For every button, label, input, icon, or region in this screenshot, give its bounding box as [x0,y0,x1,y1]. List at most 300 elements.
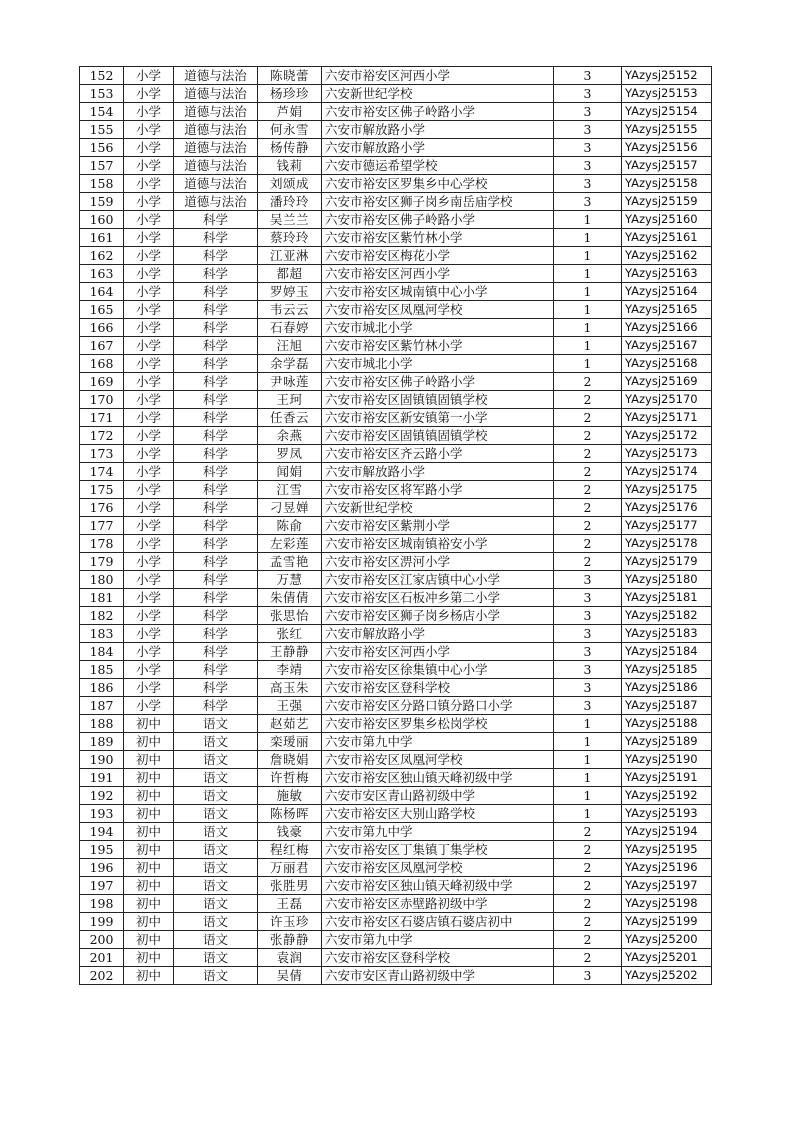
row-number-cell: 194 [80,823,124,841]
school-name-cell: 六安市裕安区独山镇天峰初级中学 [322,877,554,895]
table-body [80,67,712,985]
row-number-cell: 188 [80,715,124,733]
grade-level-cell: 3 [554,175,622,193]
certificate-code-cell: YAzysj25193 [622,805,712,823]
certificate-code-cell: YAzysj25199 [622,913,712,931]
school-stage-cell: 初中 [124,931,174,949]
subject-cell: 科学 [174,355,258,373]
teacher-name-cell: 陈俞 [258,517,322,535]
school-stage-cell: 小学 [124,67,174,85]
table-row [80,157,712,175]
certificate-code-cell: YAzysj25186 [622,679,712,697]
subject-cell: 道德与法治 [174,193,258,211]
certificate-code-cell: YAzysj25177 [622,517,712,535]
school-name-cell: 六安市裕安区徐集镇中心小学 [322,661,554,679]
table-row [80,931,712,949]
subject-cell: 语文 [174,949,258,967]
grade-level-cell: 2 [554,373,622,391]
subject-cell: 科学 [174,607,258,625]
teacher-name-cell: 刁昱婵 [258,499,322,517]
certificate-code-cell: YAzysj25181 [622,589,712,607]
certificate-code-cell: YAzysj25154 [622,103,712,121]
teacher-name-cell: 刘颂成 [258,175,322,193]
certificate-code-cell: YAzysj25164 [622,283,712,301]
school-name-cell: 六安市裕安区独山镇天峰初级中学 [322,769,554,787]
grade-level-cell: 1 [554,787,622,805]
certificate-code-cell: YAzysj25166 [622,319,712,337]
table-row [80,229,712,247]
teacher-name-cell: 闻娟 [258,463,322,481]
subject-cell: 科学 [174,373,258,391]
grade-level-cell: 3 [554,193,622,211]
subject-cell: 道德与法治 [174,121,258,139]
row-number-cell: 163 [80,265,124,283]
row-number-cell: 191 [80,769,124,787]
grade-level-cell: 3 [554,157,622,175]
teacher-name-cell: 王珂 [258,391,322,409]
table-row [80,391,712,409]
row-number-cell: 173 [80,445,124,463]
school-stage-cell: 初中 [124,787,174,805]
grade-level-cell: 2 [554,877,622,895]
row-number-cell: 202 [80,967,124,985]
school-name-cell: 六安市裕安区石婆店镇石婆店初中 [322,913,554,931]
subject-cell: 语文 [174,967,258,985]
row-number-cell: 169 [80,373,124,391]
table-row [80,823,712,841]
subject-cell: 科学 [174,679,258,697]
grade-level-cell: 1 [554,247,622,265]
certificate-code-cell: YAzysj25171 [622,409,712,427]
school-stage-cell: 小学 [124,463,174,481]
grade-level-cell: 3 [554,607,622,625]
subject-cell: 科学 [174,535,258,553]
row-number-cell: 172 [80,427,124,445]
school-name-cell: 六安市第九中学 [322,931,554,949]
grade-level-cell: 3 [554,625,622,643]
school-stage-cell: 小学 [124,517,174,535]
school-name-cell: 六安市安区青山路初级中学 [322,967,554,985]
certificate-code-cell: YAzysj25176 [622,499,712,517]
row-number-cell: 192 [80,787,124,805]
subject-cell: 科学 [174,625,258,643]
grade-level-cell: 2 [554,445,622,463]
teacher-name-cell: 杨珍珍 [258,85,322,103]
school-name-cell: 六安市裕安区新安镇第一小学 [322,409,554,427]
row-number-cell: 195 [80,841,124,859]
school-name-cell: 六安市裕安区罗集乡中心学校 [322,175,554,193]
school-stage-cell: 初中 [124,841,174,859]
grade-level-cell: 3 [554,103,622,121]
certificate-code-cell: YAzysj25182 [622,607,712,625]
subject-cell: 语文 [174,715,258,733]
teacher-name-cell: 万丽君 [258,859,322,877]
school-stage-cell: 小学 [124,589,174,607]
subject-cell: 语文 [174,787,258,805]
table-row [80,679,712,697]
table-row [80,247,712,265]
grade-level-cell: 2 [554,949,622,967]
teacher-name-cell: 张红 [258,625,322,643]
grade-level-cell: 1 [554,301,622,319]
school-name-cell: 六安市裕安区河西小学 [322,265,554,283]
school-stage-cell: 小学 [124,301,174,319]
subject-cell: 科学 [174,283,258,301]
school-stage-cell: 小学 [124,499,174,517]
grade-level-cell: 2 [554,391,622,409]
certificate-code-cell: YAzysj25189 [622,733,712,751]
table-row [80,445,712,463]
table-row [80,409,712,427]
grade-level-cell: 1 [554,229,622,247]
teacher-name-cell: 余燕 [258,427,322,445]
school-name-cell: 六安市裕安区紫荆小学 [322,517,554,535]
school-stage-cell: 小学 [124,661,174,679]
certificate-code-cell: YAzysj25200 [622,931,712,949]
subject-cell: 科学 [174,301,258,319]
grade-level-cell: 2 [554,913,622,931]
school-name-cell: 六安市裕安区石板冲乡第二小学 [322,589,554,607]
teacher-name-cell: 赵茹艺 [258,715,322,733]
grade-level-cell: 2 [554,859,622,877]
row-number-cell: 171 [80,409,124,427]
subject-cell: 科学 [174,571,258,589]
table-row [80,301,712,319]
school-name-cell: 六安市解放路小学 [322,463,554,481]
teacher-name-cell: 余学磊 [258,355,322,373]
subject-cell: 科学 [174,427,258,445]
school-name-cell: 六安市裕安区丁集镇丁集学校 [322,841,554,859]
school-stage-cell: 小学 [124,607,174,625]
teacher-name-cell: 汪旭 [258,337,322,355]
school-name-cell: 六安市第九中学 [322,733,554,751]
school-stage-cell: 小学 [124,625,174,643]
grade-level-cell: 1 [554,265,622,283]
grade-level-cell: 3 [554,139,622,157]
certificate-code-cell: YAzysj25202 [622,967,712,985]
school-name-cell: 六安市裕安区狮子岗乡杨店小学 [322,607,554,625]
subject-cell: 科学 [174,517,258,535]
row-number-cell: 161 [80,229,124,247]
table-row [80,283,712,301]
grade-level-cell: 2 [554,823,622,841]
table-row [80,877,712,895]
teacher-name-cell: 罗凤 [258,445,322,463]
row-number-cell: 159 [80,193,124,211]
table-row [80,661,712,679]
school-stage-cell: 小学 [124,409,174,427]
certificate-code-cell: YAzysj25158 [622,175,712,193]
school-stage-cell: 初中 [124,751,174,769]
teacher-name-cell: 尹咏莲 [258,373,322,391]
subject-cell: 科学 [174,463,258,481]
school-stage-cell: 小学 [124,391,174,409]
row-number-cell: 158 [80,175,124,193]
school-stage-cell: 小学 [124,427,174,445]
table-row [80,67,712,85]
school-stage-cell: 小学 [124,643,174,661]
grade-level-cell: 3 [554,643,622,661]
certificate-code-cell: YAzysj25159 [622,193,712,211]
teacher-name-cell: 朱倩倩 [258,589,322,607]
row-number-cell: 156 [80,139,124,157]
table-row [80,733,712,751]
teacher-name-cell: 何永雪 [258,121,322,139]
certificate-code-cell: YAzysj25184 [622,643,712,661]
certificate-code-cell: YAzysj25192 [622,787,712,805]
table-row [80,625,712,643]
subject-cell: 语文 [174,877,258,895]
school-stage-cell: 小学 [124,319,174,337]
subject-cell: 道德与法治 [174,157,258,175]
table-row [80,913,712,931]
school-stage-cell: 初中 [124,715,174,733]
grade-level-cell: 1 [554,283,622,301]
table-row [80,553,712,571]
certificate-code-cell: YAzysj25165 [622,301,712,319]
row-number-cell: 168 [80,355,124,373]
row-number-cell: 174 [80,463,124,481]
school-name-cell: 六安市裕安区紫竹林小学 [322,229,554,247]
certificate-code-cell: YAzysj25178 [622,535,712,553]
table-row [80,697,712,715]
row-number-cell: 182 [80,607,124,625]
certificate-code-cell: YAzysj25194 [622,823,712,841]
teacher-name-cell: 都超 [258,265,322,283]
grade-level-cell: 1 [554,319,622,337]
teacher-name-cell: 杨传静 [258,139,322,157]
row-number-cell: 181 [80,589,124,607]
subject-cell: 科学 [174,319,258,337]
grade-level-cell: 3 [554,121,622,139]
school-stage-cell: 初中 [124,877,174,895]
teacher-name-cell: 张思怡 [258,607,322,625]
row-number-cell: 200 [80,931,124,949]
certificate-code-cell: YAzysj25196 [622,859,712,877]
school-name-cell: 六安市裕安区赤壁路初级中学 [322,895,554,913]
table-row [80,355,712,373]
table-row [80,121,712,139]
table-row [80,949,712,967]
row-number-cell: 196 [80,859,124,877]
school-name-cell: 六安市裕安区佛子岭路小学 [322,103,554,121]
row-number-cell: 199 [80,913,124,931]
certificate-code-cell: YAzysj25174 [622,463,712,481]
table-row [80,517,712,535]
teacher-name-cell: 钱豪 [258,823,322,841]
subject-cell: 科学 [174,409,258,427]
grade-level-cell: 1 [554,751,622,769]
subject-cell: 科学 [174,697,258,715]
subject-cell: 科学 [174,481,258,499]
school-name-cell: 六安市裕安区紫竹林小学 [322,337,554,355]
school-name-cell: 六安市解放路小学 [322,121,554,139]
table-row [80,337,712,355]
school-stage-cell: 小学 [124,85,174,103]
row-number-cell: 184 [80,643,124,661]
school-stage-cell: 初中 [124,823,174,841]
subject-cell: 科学 [174,661,258,679]
grade-level-cell: 1 [554,355,622,373]
certificate-code-cell: YAzysj25191 [622,769,712,787]
grade-level-cell: 2 [554,517,622,535]
row-number-cell: 164 [80,283,124,301]
grade-level-cell: 2 [554,499,622,517]
row-number-cell: 180 [80,571,124,589]
table-row [80,85,712,103]
certificate-code-cell: YAzysj25185 [622,661,712,679]
row-number-cell: 165 [80,301,124,319]
school-stage-cell: 小学 [124,535,174,553]
certificate-code-cell: YAzysj25169 [622,373,712,391]
row-number-cell: 187 [80,697,124,715]
teacher-name-cell: 任香云 [258,409,322,427]
table-row [80,751,712,769]
school-stage-cell: 小学 [124,121,174,139]
school-stage-cell: 小学 [124,265,174,283]
row-number-cell: 160 [80,211,124,229]
school-stage-cell: 小学 [124,571,174,589]
subject-cell: 科学 [174,391,258,409]
school-name-cell: 六安市裕安区将军路小学 [322,481,554,499]
grade-level-cell: 2 [554,841,622,859]
school-stage-cell: 小学 [124,139,174,157]
grade-level-cell: 3 [554,589,622,607]
school-name-cell: 六安市裕安区登科学校 [322,949,554,967]
grade-level-cell: 1 [554,337,622,355]
table-row [80,571,712,589]
teacher-name-cell: 詹晓娟 [258,751,322,769]
school-name-cell: 六安市裕安区凤凰河学校 [322,301,554,319]
subject-cell: 科学 [174,247,258,265]
row-number-cell: 166 [80,319,124,337]
teacher-name-cell: 施敏 [258,787,322,805]
table-row [80,193,712,211]
subject-cell: 语文 [174,805,258,823]
certificate-code-cell: YAzysj25195 [622,841,712,859]
table-row [80,841,712,859]
row-number-cell: 185 [80,661,124,679]
subject-cell: 科学 [174,553,258,571]
row-number-cell: 193 [80,805,124,823]
grade-level-cell: 2 [554,931,622,949]
subject-cell: 科学 [174,229,258,247]
grade-level-cell: 3 [554,967,622,985]
school-stage-cell: 初中 [124,913,174,931]
table-row [80,535,712,553]
row-number-cell: 152 [80,67,124,85]
grade-level-cell: 3 [554,85,622,103]
teacher-name-cell: 芦娟 [258,103,322,121]
row-number-cell: 153 [80,85,124,103]
school-name-cell: 六安市裕安区齐云路小学 [322,445,554,463]
certificate-code-cell: YAzysj25152 [622,67,712,85]
school-name-cell: 六安市解放路小学 [322,625,554,643]
teacher-name-cell: 万慧 [258,571,322,589]
school-stage-cell: 小学 [124,175,174,193]
grade-level-cell: 2 [554,553,622,571]
table-row [80,427,712,445]
school-name-cell: 六安市裕安区城南镇裕安小学 [322,535,554,553]
grade-level-cell: 1 [554,715,622,733]
table-row [80,211,712,229]
subject-cell: 科学 [174,211,258,229]
certificate-code-cell: YAzysj25155 [622,121,712,139]
grade-level-cell: 2 [554,409,622,427]
subject-cell: 科学 [174,499,258,517]
teacher-name-cell: 钱莉 [258,157,322,175]
grade-level-cell: 1 [554,769,622,787]
subject-cell: 语文 [174,913,258,931]
grade-level-cell: 3 [554,571,622,589]
subject-cell: 道德与法治 [174,85,258,103]
school-stage-cell: 小学 [124,103,174,121]
school-name-cell: 六安市裕安区登科学校 [322,679,554,697]
school-name-cell: 六安市城北小学 [322,319,554,337]
school-stage-cell: 小学 [124,481,174,499]
row-number-cell: 178 [80,535,124,553]
row-number-cell: 183 [80,625,124,643]
row-number-cell: 201 [80,949,124,967]
school-stage-cell: 初中 [124,967,174,985]
school-stage-cell: 小学 [124,283,174,301]
row-number-cell: 197 [80,877,124,895]
school-name-cell: 六安市裕安区河西小学 [322,643,554,661]
subject-cell: 语文 [174,733,258,751]
subject-cell: 科学 [174,445,258,463]
school-name-cell: 六安市裕安区佛子岭路小学 [322,211,554,229]
teacher-name-cell: 吴兰兰 [258,211,322,229]
teacher-name-cell: 袁润 [258,949,322,967]
certificate-code-cell: YAzysj25170 [622,391,712,409]
table-row [80,265,712,283]
school-stage-cell: 小学 [124,679,174,697]
school-stage-cell: 小学 [124,553,174,571]
subject-cell: 语文 [174,895,258,913]
grade-level-cell: 1 [554,733,622,751]
certificate-code-cell: YAzysj25198 [622,895,712,913]
subject-cell: 道德与法治 [174,103,258,121]
teacher-name-cell: 江亚淋 [258,247,322,265]
certificate-code-cell: YAzysj25183 [622,625,712,643]
teacher-name-cell: 张胜男 [258,877,322,895]
school-stage-cell: 初中 [124,805,174,823]
school-stage-cell: 小学 [124,157,174,175]
teacher-name-cell: 李靖 [258,661,322,679]
teacher-name-cell: 王静静 [258,643,322,661]
teacher-name-cell: 吴倩 [258,967,322,985]
school-name-cell: 六安市城北小学 [322,355,554,373]
subject-cell: 语文 [174,751,258,769]
teacher-name-cell: 孟雪艳 [258,553,322,571]
certificate-code-cell: YAzysj25156 [622,139,712,157]
table-row [80,967,712,985]
grade-level-cell: 2 [554,895,622,913]
row-number-cell: 179 [80,553,124,571]
subject-cell: 语文 [174,841,258,859]
school-name-cell: 六安市裕安区固镇镇固镇学校 [322,427,554,445]
school-stage-cell: 初中 [124,769,174,787]
table-row [80,373,712,391]
certificate-code-cell: YAzysj25160 [622,211,712,229]
grade-level-cell: 3 [554,679,622,697]
table-row [80,787,712,805]
school-stage-cell: 初中 [124,859,174,877]
table-row [80,319,712,337]
table-row [80,499,712,517]
school-name-cell: 六安市解放路小学 [322,139,554,157]
teacher-name-cell: 许哲梅 [258,769,322,787]
